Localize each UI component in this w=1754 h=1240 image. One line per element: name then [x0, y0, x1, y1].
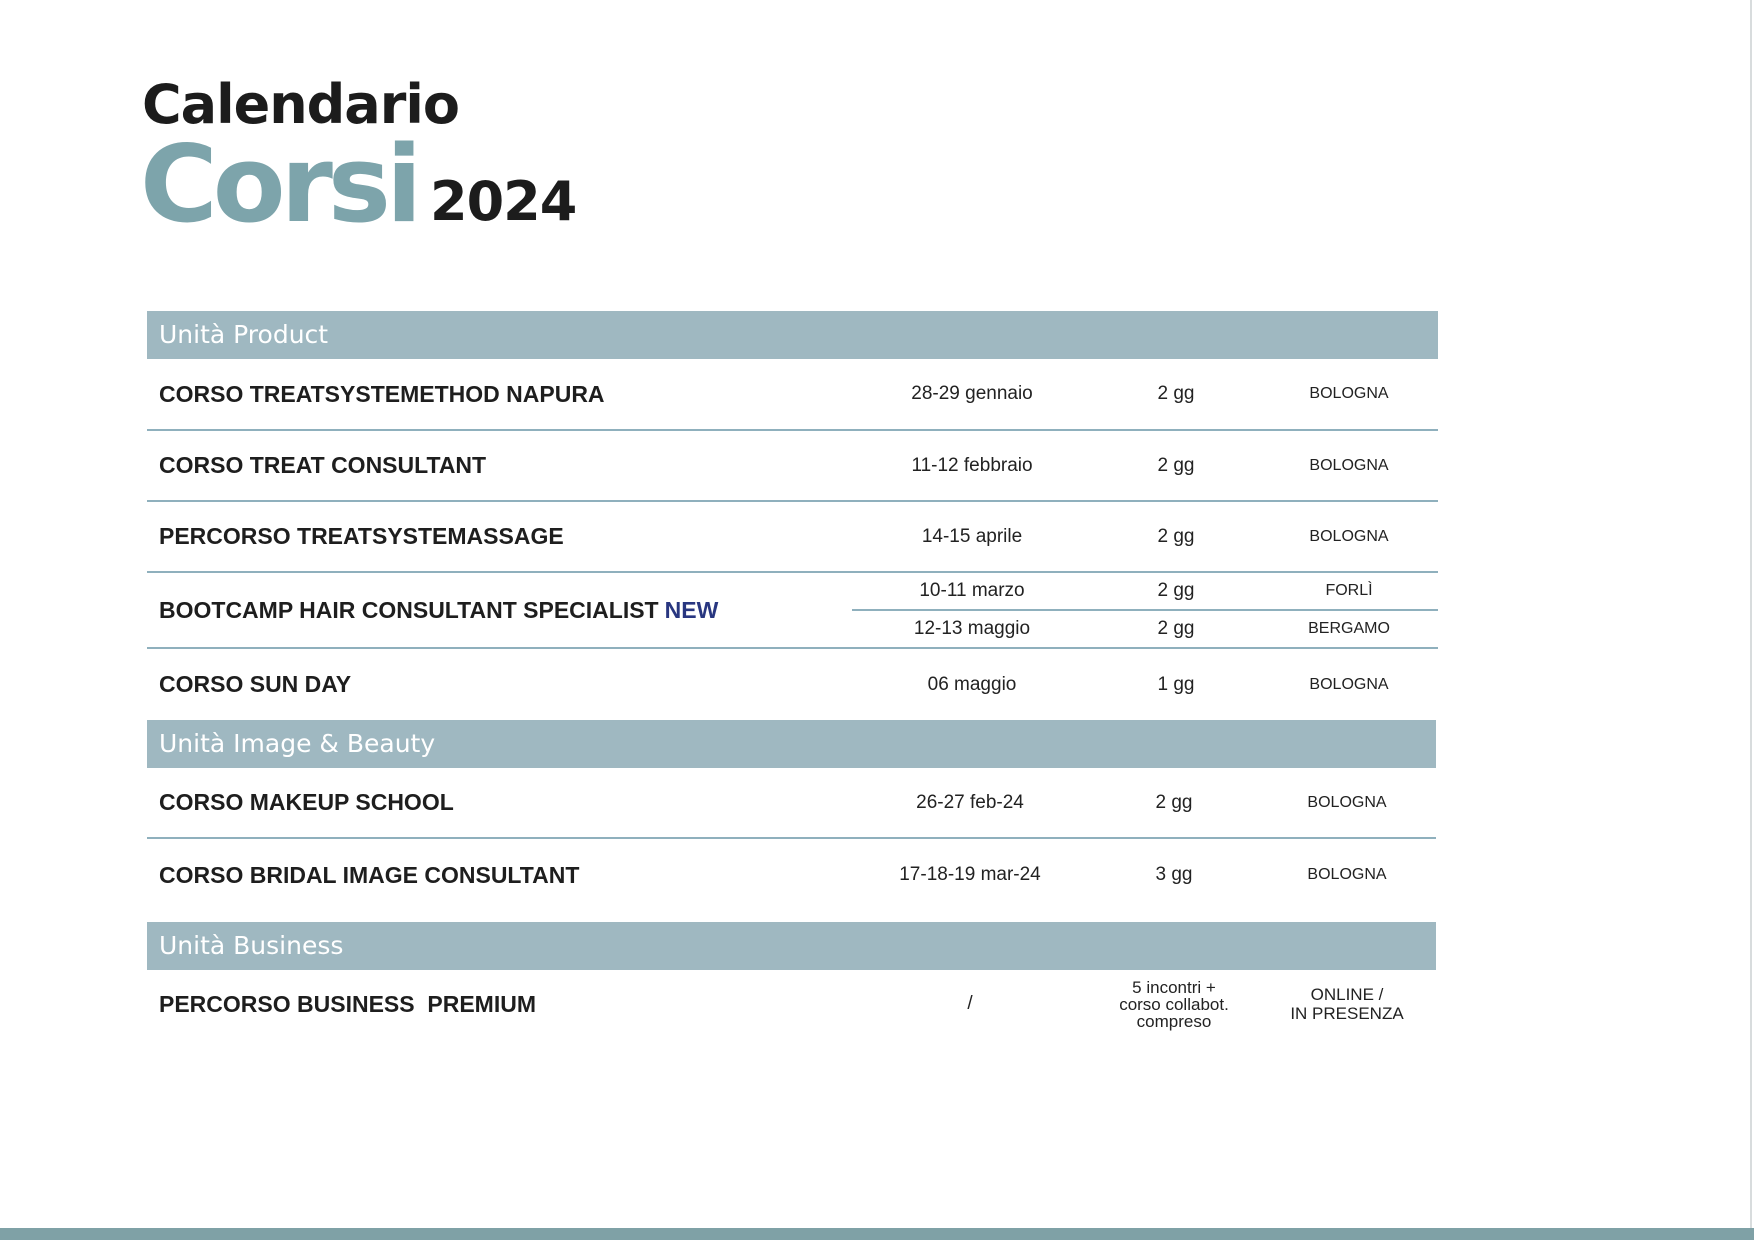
section-header-image-beauty: Unità Image & Beauty: [147, 720, 1436, 768]
course-duration: 2 gg: [1157, 383, 1195, 404]
session-location: FORLÌ: [1325, 582, 1373, 599]
course-row-multi-session: [147, 573, 1438, 649]
course-date: 11-12 febbraio: [911, 454, 1033, 476]
course-date: 28-29 gennaio: [911, 383, 1033, 404]
course-location: [1258, 972, 1436, 1036]
course-location: BOLOGNA: [1307, 793, 1387, 811]
title-calendario: Calendario: [142, 73, 459, 136]
course-duration: 2 gg: [1155, 791, 1193, 813]
course-row: [147, 972, 1436, 1036]
course-name: CORSO MAKEUP SCHOOL: [159, 789, 454, 815]
course-date: 17-18-19 mar-24: [899, 864, 1041, 885]
course-location: BOLOGNA: [1309, 456, 1389, 474]
course-date: 06 maggio: [927, 673, 1017, 695]
title-corsi: Corsi: [140, 123, 418, 246]
course-name: PERCORSO TREATSYSTEMASSAGE: [159, 523, 564, 549]
location-line: ONLINE /: [1310, 985, 1384, 1004]
course-name: [159, 573, 718, 647]
duration-line: 5 incontri +: [1132, 977, 1216, 997]
course-date: 14-15 aprile: [921, 525, 1023, 547]
course-row: [147, 839, 1436, 911]
session-date: 10-11 marzo: [919, 580, 1025, 601]
session-duration: 2 gg: [1157, 580, 1195, 601]
course-duration: 3 gg: [1155, 864, 1193, 885]
course-row: [147, 768, 1436, 839]
course-name: CORSO TREATSYSTEMETHOD NAPURA: [159, 380, 605, 407]
course-row: [147, 359, 1438, 431]
section-header-business: Unità Business: [147, 922, 1436, 970]
course-row: [147, 502, 1438, 573]
session-location: BERGAMO: [1308, 620, 1390, 637]
course-location: BOLOGNA: [1309, 385, 1389, 402]
course-date: /: [967, 993, 973, 1014]
duration-line: corso collabot.: [1119, 994, 1229, 1014]
course-name: CORSO SUN DAY: [159, 671, 352, 697]
title-year: 2024: [430, 170, 577, 233]
new-badge: NEW: [664, 596, 719, 623]
course-name: PERCORSO BUSINESS PREMIUM: [159, 990, 536, 1017]
course-location: BOLOGNA: [1309, 527, 1389, 545]
duration-line: compreso: [1136, 1011, 1212, 1031]
location-line: IN PRESENZA: [1290, 1004, 1404, 1023]
course-row: [147, 431, 1438, 502]
course-duration: 1 gg: [1157, 673, 1195, 695]
course-date: 26-27 feb-24: [916, 791, 1024, 813]
course-duration: 2 gg: [1157, 525, 1195, 547]
bottom-accent-bar: [0, 1228, 1754, 1240]
session-duration: 2 gg: [1157, 618, 1195, 639]
course-duration: [1090, 972, 1258, 1036]
course-name-text: BOOTCAMP HAIR CONSULTANT SPECIALIST: [159, 596, 659, 623]
course-location: BOLOGNA: [1307, 866, 1387, 883]
course-row: [147, 649, 1438, 720]
course-name: CORSO BRIDAL IMAGE CONSULTANT: [159, 861, 580, 888]
course-location: BOLOGNA: [1309, 675, 1389, 693]
course-name: CORSO TREAT CONSULTANT: [159, 452, 487, 478]
section-header-product: Unità Product: [147, 311, 1438, 359]
page-edge-line: [1750, 0, 1752, 1228]
course-duration: 2 gg: [1157, 454, 1195, 476]
session-date: 12-13 maggio: [913, 618, 1031, 639]
